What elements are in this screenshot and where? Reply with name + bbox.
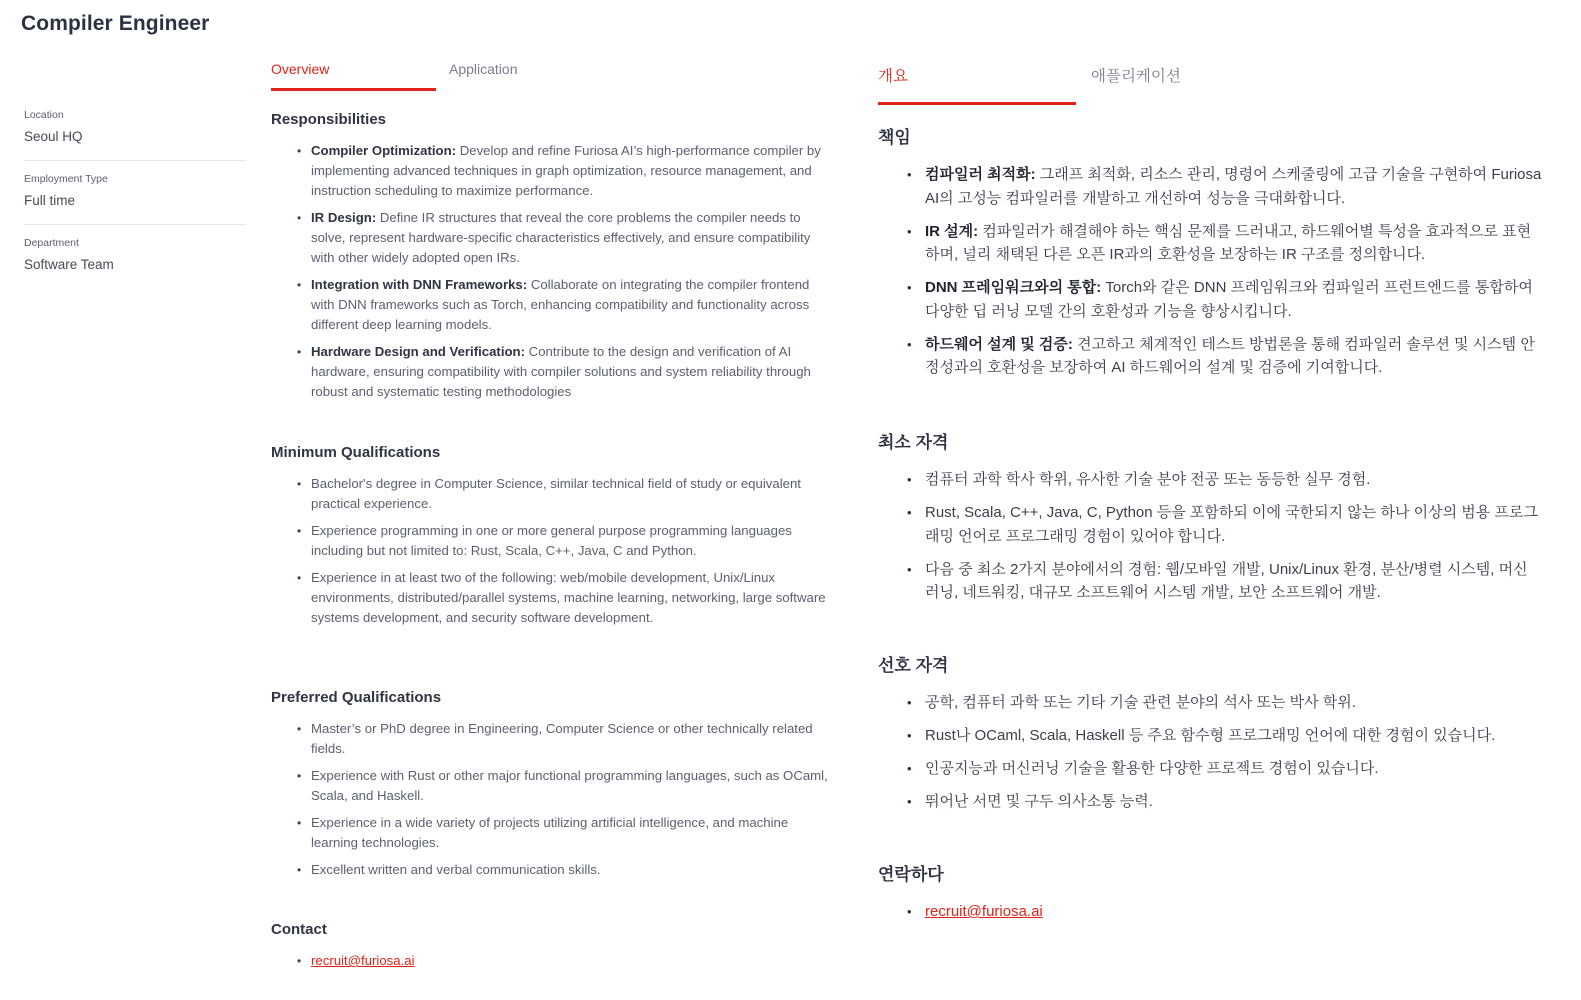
list-item <box>907 333 1543 380</box>
meta-value: Seoul HQ <box>24 129 83 144</box>
section-title: 최소 자격 <box>878 433 949 452</box>
list-item: • Excellent written and verbal communication skills. <box>297 860 831 880</box>
korean-content <box>878 66 1543 920</box>
responsibilities-list-ko <box>907 163 1543 380</box>
item-lead: 하드웨어 설계 및 검증: <box>925 335 1073 353</box>
list-item: • 인공지능과 머신러닝 기술을 활용한 다양한 프로젝트 경험이 있습니다. <box>907 757 1495 781</box>
active-tab-indicator <box>878 102 1076 105</box>
tab-application-ko[interactable]: 애플리케이션 <box>1091 68 1181 85</box>
list-item <box>297 208 831 268</box>
list-item: • Rust, Scala, C++, Java, C, Python 등을 포함하되 이에 국한되지 않는 하나 이상의 범용 프로그래밍 언어로 프로그래밍 경험이 있어야 합니다. <box>907 501 1543 548</box>
list-item: • 다음 중 최소 2가지 분야에서의 경험: 웹/모바일 개발, Unix/Linux 환경, 분산/병렬 시스템, 머신 러닝, 네트워킹, 대규모 소프트웨어 시스템 개발, 보안 소프트웨어 개발. <box>907 558 1543 605</box>
list-item: • 공학, 컴퓨터 과학 또는 기타 기술 관련 분야의 석사 또는 박사 학위. <box>907 691 1495 715</box>
tab-bar <box>271 58 831 92</box>
section-minimum-qualifications-ko <box>878 431 1543 614</box>
section-title: Contact <box>271 921 327 938</box>
list-item: • Experience programming in one or more general purpose programming languages including but not limited to: Rust, Scala, C++, Java, C and Python. <box>297 521 831 561</box>
meta-label: Department <box>24 237 79 249</box>
item-text: 그래프 최적화, 리소스 관리, 명령어 스케줄링에 고급 기술을 구현하여 Furiosa AI의 고성능 컴파일러를 개발하고 개선하여 성능을 극대화합니다. <box>925 166 1542 207</box>
meta-value: Full time <box>24 193 76 208</box>
tab-application[interactable]: Application <box>449 61 518 77</box>
list-item: • Master’s or PhD degree in Engineering, Computer Science or other technically related fields. <box>297 719 831 759</box>
list-item <box>907 276 1543 323</box>
item-text: Contribute to the design and verification of AI hardware, ensuring compatibility with compiler solutions and system reliability through robust and systematic testing methodologies <box>311 344 811 399</box>
tab-overview-ko[interactable]: 개요 <box>878 68 908 85</box>
meta-value: Software Team <box>24 257 114 272</box>
section-title: Preferred Qualifications <box>271 689 442 706</box>
tab-bar-ko <box>878 66 1543 100</box>
item-lead: Hardware Design and Verification: <box>311 344 525 359</box>
item-text: 견고하고 체계적인 테스트 방법론을 통해 컴파일러 솔루션 및 시스템 안정성과의 호환성을 보장하여 AI 하드웨어의 설계 및 검증에 기여합니다. <box>925 335 1535 376</box>
list-item: • Experience with Rust or other major functional programming languages, such as OCaml, Scala, and Haskell. <box>297 766 831 806</box>
list-item: • Experience in a wide variety of projects utilizing artificial intelligence, and machine learning technologies. <box>297 813 831 853</box>
section-title: 선호 자격 <box>878 656 949 675</box>
list-item: • Rust나 OCaml, Scala, Haskell 등 주요 함수형 프로그래밍 언어에 대한 경험이 있습니다. <box>907 724 1495 748</box>
email-link[interactable]: recruit@furiosa.ai <box>925 903 1043 920</box>
section-preferred-qualifications <box>271 688 831 887</box>
list-item: • Experience in at least two of the following: web/mobile development, Unix/Linux environments, distributed/parallel systems, machine learning, networking, large software systems development, and security software development. <box>297 568 831 628</box>
section-responsibilities <box>271 110 831 409</box>
list-item <box>297 951 415 971</box>
contact-list-ko <box>907 900 1043 924</box>
list-item: • 뛰어난 서면 및 구두 의사소통 능력. <box>907 790 1495 814</box>
meta-label: Location <box>24 109 64 121</box>
email-link[interactable]: recruit@furiosa.ai <box>311 953 415 968</box>
section-title: 연락하다 <box>878 865 944 884</box>
section-title: Responsibilities <box>271 111 387 128</box>
job-meta <box>24 108 246 299</box>
item-text: Collaborate on integrating the compiler frontend with DNN frameworks such as Torch, enhancing compatibility and functionality across different deep learning models. <box>311 277 810 332</box>
meta-label: Employment Type <box>24 173 108 185</box>
section-title: Minimum Qualifications <box>271 444 441 461</box>
preferred-qualifications-list <box>297 719 831 880</box>
list-item <box>907 163 1543 210</box>
item-text: Define IR structures that reveal the core problems the compiler needs to solve, represent hardware-specific characteristics effectively, and ensure compatibility with other widely adopted open IRs. <box>311 210 811 265</box>
active-tab-indicator <box>271 88 436 91</box>
item-text: Develop and refine Furiosa AI’s high-performance compiler by implementing advanced techniques in graph optimization, resource management, and instruction scheduling to maximize performance. <box>311 143 821 198</box>
tab-overview[interactable]: Overview <box>271 61 330 77</box>
contact-list <box>297 951 415 971</box>
section-minimum-qualifications <box>271 443 831 635</box>
responsibilities-list <box>297 141 831 402</box>
section-preferred-qualifications-ko <box>878 654 1495 823</box>
item-lead: IR Design: <box>311 210 377 225</box>
preferred-qualifications-list-ko <box>907 691 1495 814</box>
section-contact-ko <box>878 863 1043 933</box>
item-lead: Compiler Optimization: <box>311 143 457 158</box>
minimum-qualifications-list-ko <box>907 468 1543 605</box>
page-title: Compiler Engineer <box>21 12 210 35</box>
section-responsibilities-ko <box>878 126 1543 389</box>
item-lead: DNN 프레임워크와의 통합: <box>925 279 1102 296</box>
list-item: • 컴퓨터 과학 학사 학위, 유사한 기술 분야 전공 또는 동등한 실무 경험. <box>907 468 1543 492</box>
section-title: 책임 <box>878 128 911 147</box>
meta-department <box>24 236 246 288</box>
list-item: • Bachelor's degree in Computer Science, similar technical field of study or equivalent practical experience. <box>297 474 831 514</box>
list-item <box>297 275 831 335</box>
item-text: 컴파일러가 해결해야 하는 핵심 문제를 드러내고, 하드웨어별 특성을 효과적으로 표현하며, 널리 채택된 다른 오픈 IR과의 호환성을 보장하는 IR 구조를 정의합니다. <box>925 222 1532 263</box>
list-item <box>907 220 1543 267</box>
meta-employment-type <box>24 172 246 225</box>
list-item <box>907 900 1043 924</box>
item-text: Torch와 같은 DNN 프레임워크와 컴파일러 프런트엔드를 통합하여 다양한 딥 러닝 모델 간의 호환성과 기능을 향상시킵니다. <box>925 279 1533 320</box>
list-item <box>297 342 831 402</box>
item-lead: 컴파일러 최적화: <box>925 166 1036 183</box>
item-lead: Integration with DNN Frameworks: <box>311 277 528 292</box>
english-content <box>271 58 831 968</box>
minimum-qualifications-list <box>297 474 831 628</box>
item-lead: IR 설계: <box>925 222 979 240</box>
list-item <box>297 141 831 201</box>
section-contact <box>271 920 415 978</box>
meta-location <box>24 108 246 161</box>
